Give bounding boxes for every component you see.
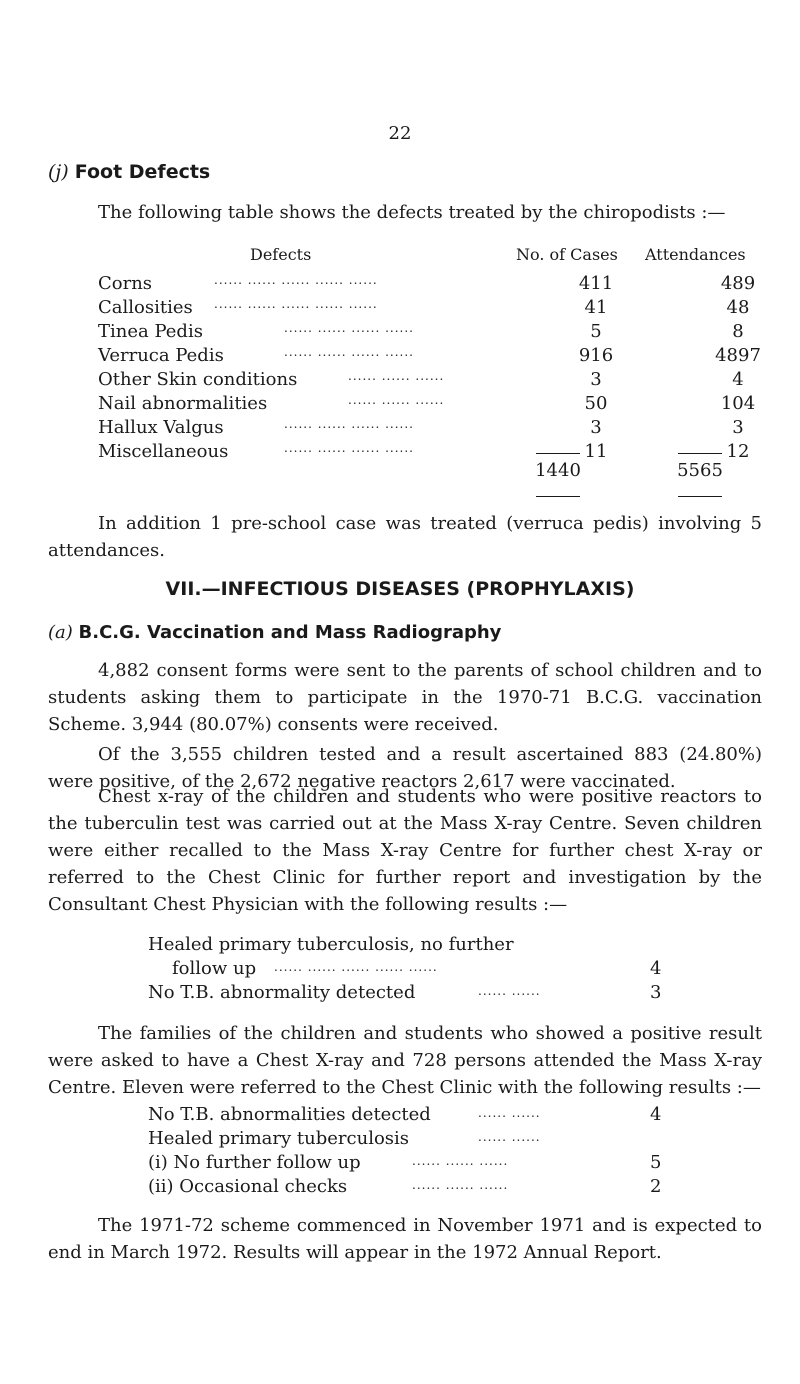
section-j-label: (j) — [48, 161, 69, 183]
row-leader-dots: ...... ...... ...... — [348, 369, 445, 383]
rule-below-total-cases — [536, 496, 580, 497]
section-vii-heading: VII.—INFECTIOUS DISEASES (PROPHYLAXIS) — [165, 578, 635, 600]
result-healed-line2: follow up — [172, 958, 257, 979]
result2-label: (i) No further follow up — [148, 1152, 361, 1173]
row-cases: 411 — [578, 273, 614, 294]
row-attendances: 4 — [732, 369, 744, 390]
row-leader-dots: ...... ...... ...... ...... — [284, 441, 414, 455]
result2-label: Healed primary tuberculosis — [148, 1128, 410, 1149]
row-attendances: 489 — [720, 273, 756, 294]
total-cases: 1440 — [535, 460, 581, 481]
row-cases: 3 — [590, 369, 602, 390]
table-row — [98, 417, 758, 441]
row-defect: Miscellaneous — [98, 441, 229, 462]
result2-label: (ii) Occasional checks — [148, 1176, 348, 1197]
row-defect: Nail abnormalities — [98, 393, 268, 414]
paragraph-scheme-1971-72: The 1971-72 scheme commenced in November 1971 and is expected to end in March 1972. Results will appear in the 1972 Annual Report. — [48, 1215, 762, 1263]
table-row — [98, 393, 758, 417]
section-a-label: (a) — [48, 622, 73, 643]
header-attendances: Attendances — [645, 245, 746, 264]
row-defect: Other Skin conditions — [98, 369, 298, 390]
paragraph-consent-forms: 4,882 consent forms were sent to the parents of school children and to students asking them to participate in the 1970-71 B.C.G. vaccination Scheme. 3,944 (80.07%) consents were received. — [48, 660, 762, 735]
row-leader-dots: ...... ...... ...... ...... — [284, 417, 414, 431]
paragraph-families: The families of the children and students who showed a positive result were asked to have a Chest X-ray and 728 persons attended the Mass X-ray Centre. Eleven were referred to the Chest Clinic with the following results :— — [48, 1023, 762, 1098]
result2-value: 2 — [650, 1176, 662, 1197]
table-row — [98, 441, 758, 465]
result2-dots: ...... ...... ...... — [412, 1154, 509, 1168]
rule-above-total-attendances — [678, 453, 722, 454]
table-intro: The following table shows the defects treated by the chiropodists :— — [98, 202, 726, 223]
row-cases: 41 — [584, 297, 608, 318]
row-defect: Hallux Valgus — [98, 417, 224, 438]
result2-dots: ...... ...... ...... — [412, 1178, 509, 1192]
paragraph-tested-children: Of the 3,555 children tested and a result ascertained 883 (24.80%) were positive, of the 2,672 negative reactors 2,617 were vaccinated. — [48, 744, 762, 792]
row-cases: 916 — [578, 345, 614, 366]
result2-value: 4 — [650, 1104, 662, 1125]
row-attendances: 3 — [732, 417, 744, 438]
result-no-tb-value: 3 — [650, 982, 662, 1003]
row-leader-dots: ...... ...... ...... ...... — [284, 345, 414, 359]
row-cases: 50 — [584, 393, 608, 414]
result2-value: 5 — [650, 1152, 662, 1173]
result2-dots: ...... ...... — [478, 1130, 541, 1144]
page-number: 22 — [388, 123, 412, 144]
result-healed-value: 4 — [650, 958, 662, 979]
section-a-title: B.C.G. Vaccination and Mass Radiography — [78, 622, 502, 643]
row-attendances: 104 — [720, 393, 756, 414]
row-defect: Corns — [98, 273, 153, 294]
total-attendances: 5565 — [677, 460, 723, 481]
addition-note: In addition 1 pre-school case was treated (verruca pedis) involving 5 attendances. — [48, 513, 762, 561]
section-a-heading — [48, 622, 501, 643]
section-j-heading — [48, 161, 210, 183]
table-row — [98, 297, 758, 321]
row-leader-dots: ...... ...... ...... — [348, 393, 445, 407]
paragraph-chest-xray: Chest x-ray of the children and students who were positive reactors to the tuberculin test was carried out at the Mass X-ray Centre. Seven children were either recalled to the Mass X-ray Centre for further chest X-ray or referred to the Chest Clinic for further report and investigation by the Consultant Chest Physician with the following results :— — [48, 786, 762, 915]
row-cases: 5 — [590, 321, 602, 342]
header-defects: Defects — [250, 245, 312, 264]
row-defect: Callosities — [98, 297, 193, 318]
table-row — [98, 321, 758, 345]
table-row — [98, 345, 761, 369]
result2-dots: ...... ...... — [478, 1106, 541, 1120]
table-row — [98, 369, 758, 393]
row-leader-dots: ...... ...... ...... ...... ...... — [214, 273, 378, 287]
row-cases: 3 — [590, 417, 602, 438]
rule-above-total-cases — [536, 453, 580, 454]
row-leader-dots: ...... ...... ...... ...... ...... — [214, 297, 378, 311]
result-healed-line1: Healed primary tuberculosis, no further — [148, 934, 514, 955]
result-healed-dots: ...... ...... ...... ...... ...... — [274, 960, 438, 974]
result-no-tb-dots: ...... ...... — [478, 984, 541, 998]
row-cases: 11 — [584, 441, 608, 462]
row-leader-dots: ...... ...... ...... ...... — [284, 321, 414, 335]
result2-label: No T.B. abnormalities detected — [148, 1104, 431, 1125]
row-defect: Tinea Pedis — [98, 321, 203, 342]
row-attendances: 12 — [726, 441, 750, 462]
row-attendances: 8 — [732, 321, 744, 342]
section-j-title: Foot Defects — [74, 161, 211, 183]
table-row — [98, 273, 758, 297]
header-cases: No. of Cases — [516, 245, 618, 264]
row-defect: Verruca Pedis — [98, 345, 224, 366]
row-attendances: 48 — [726, 297, 750, 318]
result-no-tb-label: No T.B. abnormality detected — [148, 982, 416, 1003]
rule-below-total-attendances — [678, 496, 722, 497]
row-attendances: 4897 — [715, 345, 761, 366]
